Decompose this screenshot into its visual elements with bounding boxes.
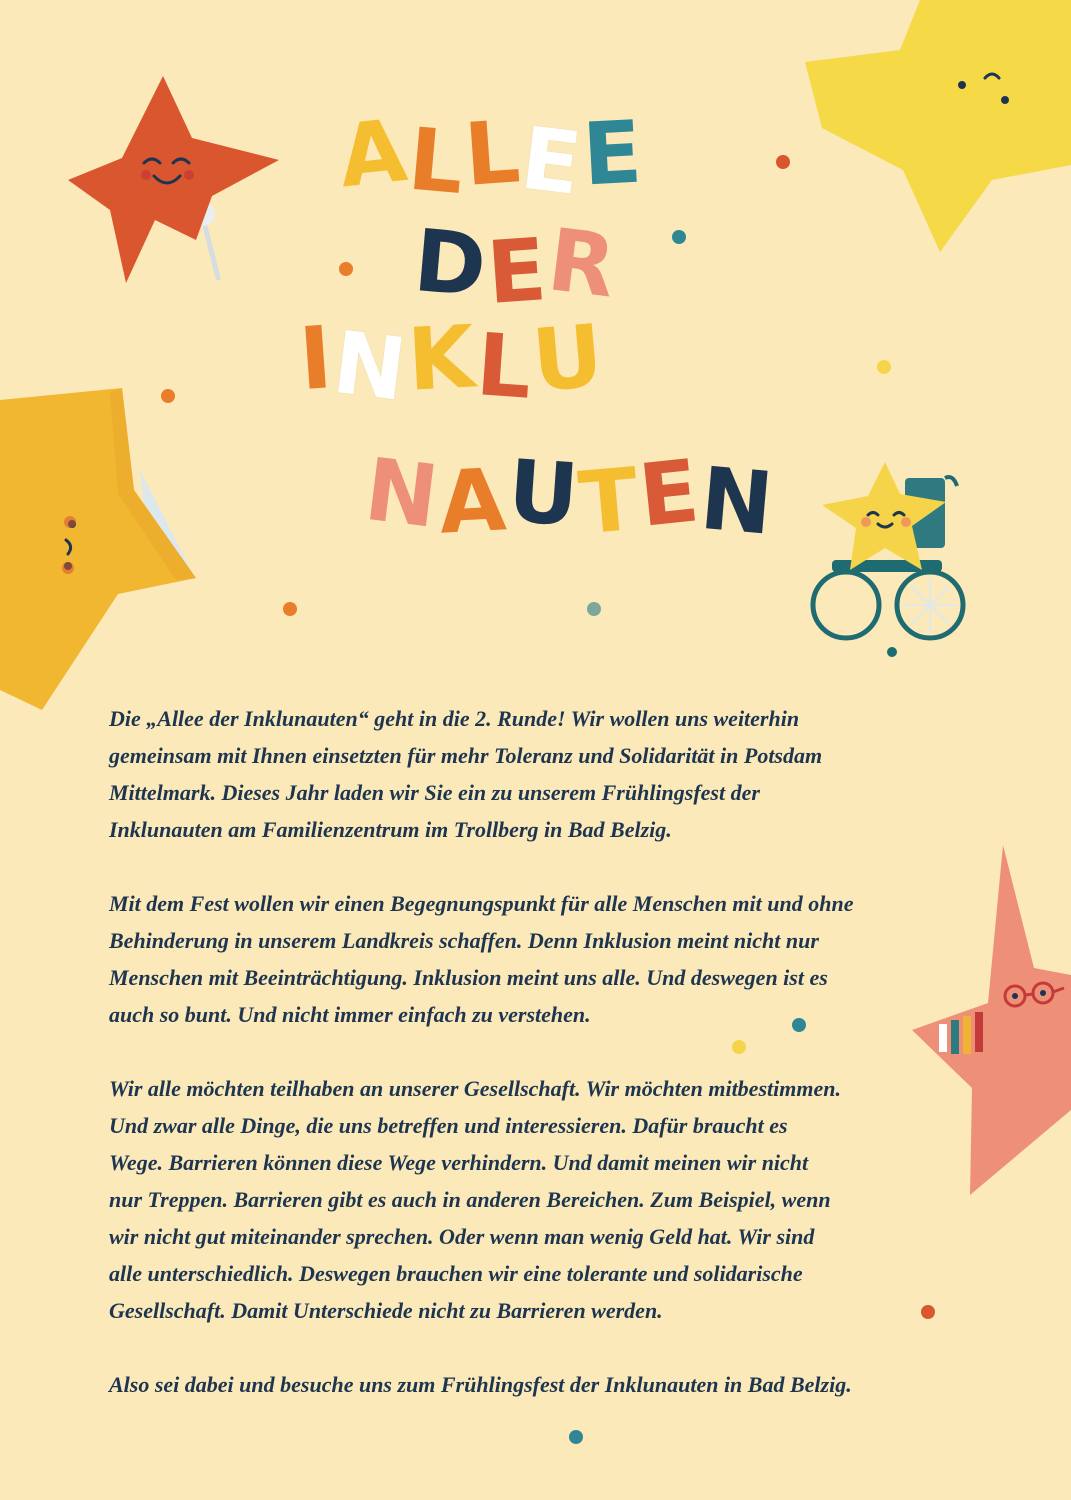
- title-letter: L: [403, 109, 470, 215]
- title-letter: E: [580, 102, 647, 206]
- title-letter: N: [696, 448, 779, 556]
- title-line-2: [410, 210, 623, 324]
- paragraph-participation: Wir alle möchten teilhaben an unserer Gesellschaft. Wir möchten mitbestimmen. Und zwar alle Dinge, die uns betreffen und interessieren. Dafür braucht es Wege. Barrieren können diese Wege verhindern. Und damit meinen wir nicht nur Treppen. Barrieren gibt es auch in anderen Bereichen. Zum Beispiel, wenn wir nicht gut miteinander sprechen. Oder wenn man wenig Geld hat. Wir sind alle unterschiedlich. Deswegen brauchen wir eine tolerante und solidarische Gesellschaft. Damit Unterschiede nicht zu Barrieren werden.: [109, 1076, 841, 1323]
- body-text: [109, 700, 969, 1403]
- title-line-1: [334, 100, 647, 216]
- title-letter: L: [461, 102, 526, 206]
- star-red-lollipop-icon: [68, 76, 279, 283]
- title-letter: R: [542, 210, 623, 318]
- title-letter: E: [484, 219, 552, 324]
- paragraph-intro: Die „Allee der Inklunauten“ geht in die 2. Runde! Wir wollen uns weiterhin gemeinsam mit Ihnen einsetzten für mehr Toleranz und Solidarität in Potsdam Mittelmark. Dieses Jahr laden wir Sie ein zu unserem Frühlingsfest der Inklunauten am Familienzentrum im Trollberg in Bad Belzig.: [109, 706, 823, 842]
- title-line-3: [296, 306, 610, 422]
- star-wheelchair-icon: [813, 462, 963, 657]
- title-letter: N: [359, 439, 446, 549]
- title-letter: L: [472, 315, 537, 419]
- title-letter: N: [327, 312, 414, 422]
- title-letter: D: [410, 211, 492, 318]
- title-letter: U: [504, 441, 584, 547]
- title-line-4: [359, 439, 779, 556]
- star-yellow-sleepy-icon: [805, 0, 1071, 252]
- title-letter: I: [296, 307, 338, 411]
- paragraph-invitation: Also sei dabei und besuche uns zum Frühlingsfest der Inklunauten in Bad Belzig.: [109, 1372, 852, 1397]
- title-letter: A: [436, 450, 511, 554]
- title-letter: E: [634, 441, 706, 547]
- title-letter: E: [515, 108, 589, 216]
- title-letter: T: [575, 449, 645, 555]
- star-yellow-winking-icon: [0, 388, 196, 710]
- title-letter: U: [528, 306, 610, 412]
- title-letter: A: [334, 100, 414, 208]
- paragraph-meeting-point: Mit dem Fest wollen wir einen Begegnungspunkt für alle Menschen mit und ohne Behinderung in unserem Landkreis schaffen. Denn Inklusion meint nicht nur Menschen mit Beeinträchtigung. Inklusion meint uns alle. Und deswegen ist es auch so bunt. Und nicht immer einfach zu verstehen.: [109, 891, 854, 1027]
- title-letter: K: [405, 307, 480, 411]
